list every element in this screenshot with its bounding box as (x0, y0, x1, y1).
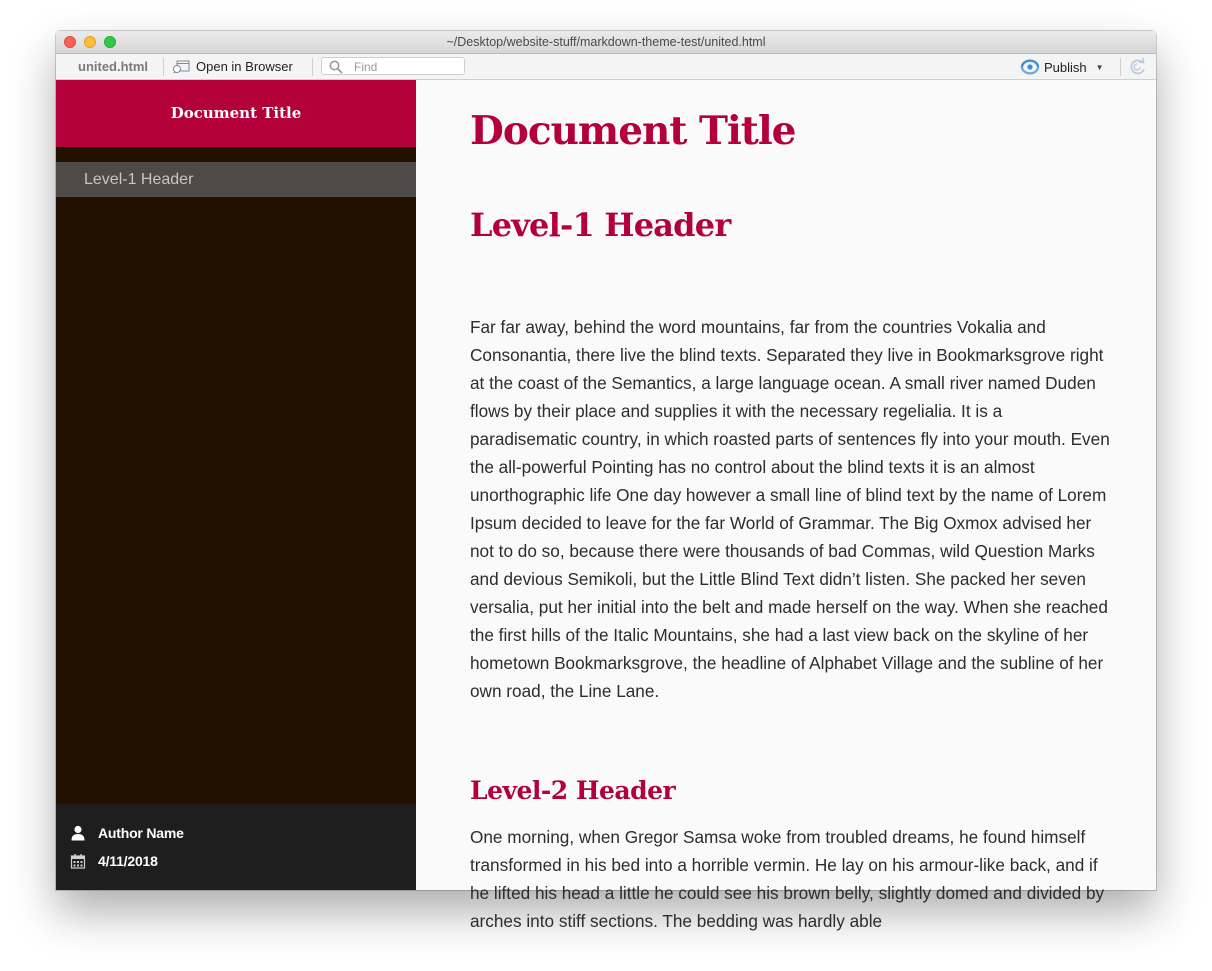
publish-label: Publish (1044, 59, 1087, 75)
date-row (70, 851, 158, 871)
sidebar-title: Document Title (56, 80, 416, 147)
page-title: Document Title (470, 108, 796, 154)
publish-dropdown-chevron-icon[interactable]: ▼ (1095, 62, 1104, 72)
publish-icon (1020, 60, 1040, 74)
file-name-label: united.html (78, 59, 149, 74)
level-1-heading: Level-1 Header (470, 206, 731, 244)
paragraph: Far far away, behind the word mountains, far from the countries Vokalia and Consonantia, there live the blind texts. Separated they live in Bookmarksgrove right at the coast of the Semantics, a large language ocean. A small river named Duden flows by their place and supplies it with the necessary regelialia. It is a paradisematic country, in which roasted parts of sentences fly into your mouth. Even the all-powerful Pointing has no control about the blind texts it is an almost unorthographic life One day however a small line of blind text by the name of Lorem Ipsum decided to leave for the far World of Grammar. The Big Oxmox advised her not to do so, because there were thousands of bad Commas, wild Question Marks and devious Semikoli, but the Little Blind Text didn’t listen. She packed her seven versalia, put her initial into the belt and made herself on the way. When she reached the first hills of the Italic Mountains, she had a last view back on the skyline of her hometown Bookmarksgrove, the headline of Alphabet Village and the subline of her own road, the Line Lane. (470, 317, 1110, 701)
window-title: ~/Desktop/website-stuff/markdown-theme-test/united.html (446, 35, 766, 49)
viewer-window (56, 31, 1156, 931)
toc-sidebar (56, 80, 416, 890)
publish-button[interactable] (1020, 54, 1104, 80)
toc-item-level-1-header[interactable]: Level-1 Header (56, 162, 416, 197)
author-row (70, 823, 184, 843)
refresh-icon[interactable] (1128, 57, 1148, 77)
level-2-heading: Level-2 Header (470, 776, 676, 805)
toolbar-divider (163, 58, 164, 76)
author-name: Author Name (98, 825, 184, 841)
calendar-icon (70, 853, 86, 869)
sidebar-footer (56, 804, 416, 890)
open-in-browser-label: Open in Browser (196, 59, 293, 74)
open-in-browser-button[interactable] (172, 54, 293, 80)
paragraph: One morning, when Gregor Samsa woke from troubled dreams, he found himself transformed in his bed into a horrible vermin. He lay on his armour-like back, and if he lifted his head a little he could see his brown belly, slightly domed and divided by arches into stiff sections. The bedding was hardly able (470, 827, 1105, 931)
user-icon (70, 825, 86, 841)
toolbar-divider (1120, 58, 1121, 76)
toolbar-divider (312, 58, 313, 76)
document-date: 4/11/2018 (98, 853, 158, 869)
find-input[interactable] (354, 59, 458, 74)
browser-window-icon (172, 60, 190, 74)
document-content (416, 80, 1156, 931)
viewer-toolbar (56, 54, 1156, 80)
search-icon (329, 60, 343, 74)
title-bar (56, 31, 1156, 54)
find-box[interactable] (321, 57, 465, 75)
